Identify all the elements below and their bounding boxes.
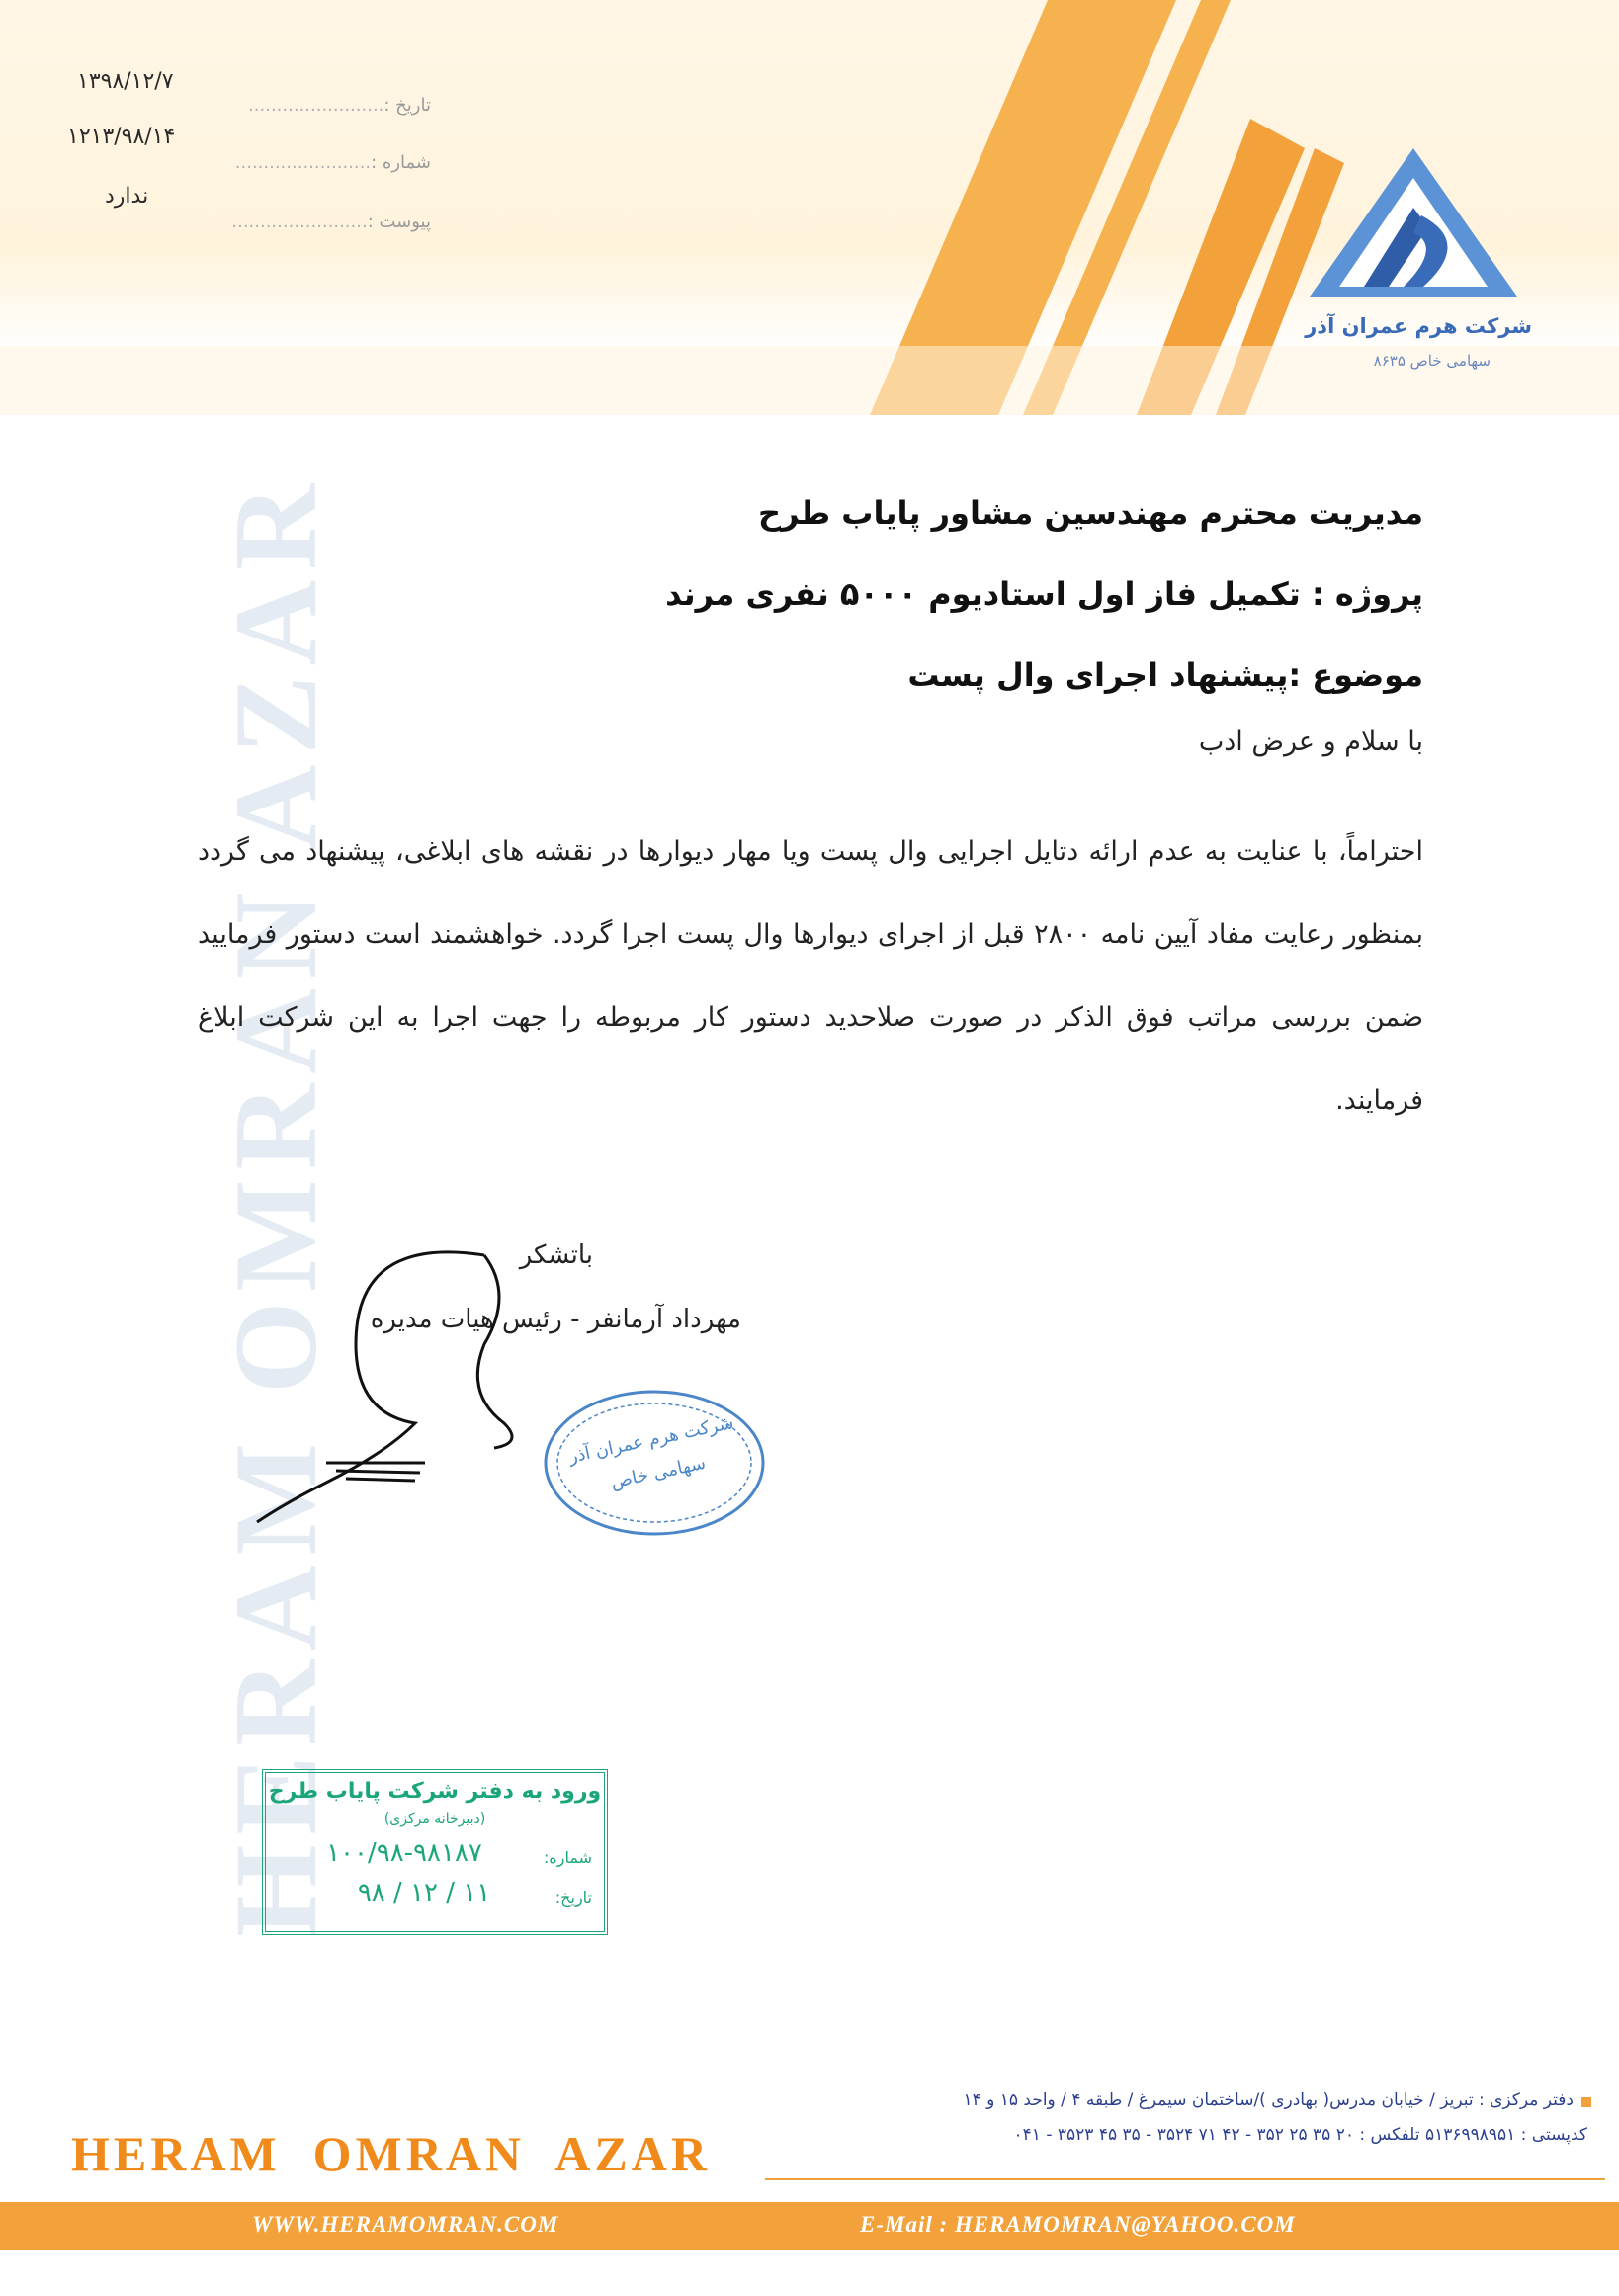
- greeting-line: با سلام و عرض ادب: [1198, 726, 1423, 757]
- number-label: شماره :: [371, 152, 431, 173]
- project-line: پروژه : تکمیل فاز اول استادیوم ۵۰۰۰ نفری مرند: [665, 575, 1423, 613]
- date-dots: ........................: [248, 95, 384, 116]
- footer-postal-phone: کدپستی : ۵۱۳۶۹۹۸۹۵۱ تلفکس : ۲۰ ۳۵ ۲۵ ۳۵۲ - ۴۲ ۷۱ ۳۵۲۴ - ۳۵ ۴۵ ۳۵۲۳ - ۰۴۱: [1013, 2125, 1587, 2145]
- subject-line: موضوع :پیشنهاد اجرای وال پست: [907, 656, 1423, 694]
- company-name: شرکت هرم عمران آذر: [1305, 314, 1532, 338]
- receipt-number-label: شماره:: [543, 1848, 592, 1867]
- attachment-label: پیوست :: [367, 212, 431, 232]
- receipt-subtitle: (دبیرخانه مرکزی): [383, 1811, 486, 1827]
- brand-footer: HERAM OMRAN AZAR: [71, 2126, 711, 2181]
- footer-email: E-Mail : HERAMOMRAN@YAHOO.COM: [860, 2212, 1296, 2237]
- footer-bar: [0, 2202, 1619, 2250]
- company-registration: سهامی خاص ۸۶۳۵: [1373, 352, 1491, 370]
- company-stamp: [539, 1384, 771, 1542]
- footer-divider: [765, 2178, 1605, 2180]
- receipt-stamp: [262, 1769, 608, 1935]
- footer-website: WWW.HERAMOMRAN.COM: [252, 2212, 559, 2237]
- recipient-line: مدیریت محترم مهندسین مشاور پایاب طرح: [758, 494, 1423, 532]
- date-value: ۱۳۹۸/۱۲/۷: [77, 69, 174, 94]
- number-dots: ........................: [234, 152, 372, 173]
- receipt-date-value: ۹۸ / ۱۲ / ۱۱: [357, 1878, 491, 1908]
- attachment-value: ندارد: [105, 184, 149, 209]
- closing-line: باتشکر: [519, 1240, 593, 1270]
- number-field: [176, 152, 431, 173]
- address-bullet-icon: [1581, 2097, 1591, 2107]
- receipt-number-value: ۱۰۰/۹۸-۹۸۱۸۷: [326, 1838, 482, 1868]
- attachment-dots: ........................: [231, 212, 368, 232]
- letter-meta: [67, 69, 431, 247]
- company-stamp-text: شرکت هرم عمران آذر سهامی خاص: [566, 1411, 736, 1493]
- watermark: HERAM OMRAN AZAR: [210, 474, 341, 1937]
- receipt-title: ورود به دفتر شرکت پایاب طرح: [268, 1779, 602, 1804]
- attachment-field: [176, 212, 431, 232]
- date-label: تاریخ :: [383, 95, 431, 116]
- logo-triangle-icon: [1305, 138, 1522, 316]
- signature: [247, 1226, 563, 1542]
- footer-address: دفتر مرکزی : تبریز / خیابان مدرس( بهادری )/ساختمان سیمرغ / طبقه ۴ / واحد ۱۵ و ۱۴: [963, 2090, 1574, 2110]
- date-field: [176, 95, 431, 116]
- company-logo: [1305, 138, 1522, 320]
- letter-body: احتراماً، با عنایت به عدم ارائه دتایل اجرایی وال پست ویا مهار دیوارها در نقشه های ابلاغی، پیشنهاد می گردد بمنظور رعایت مفاد آیین نامه ۲۸۰۰ قبل از اجرای دیوارها وال پست اجرا گردد. خواهشمند است دستور فرمایید ضمن بررسی مراتب فوق الذکر در صورت صلاحدید دستور کار مربوطه را جهت اجرا به این شرکت ابلاغ فرمایند.: [198, 836, 1423, 1116]
- number-value: ۱۲۱۳/۹۸/۱۴: [67, 125, 176, 149]
- signatory-line: مهرداد آرمانفر - رئیس هیات مدیره: [370, 1305, 741, 1334]
- receipt-date-label: تاریخ:: [554, 1888, 592, 1907]
